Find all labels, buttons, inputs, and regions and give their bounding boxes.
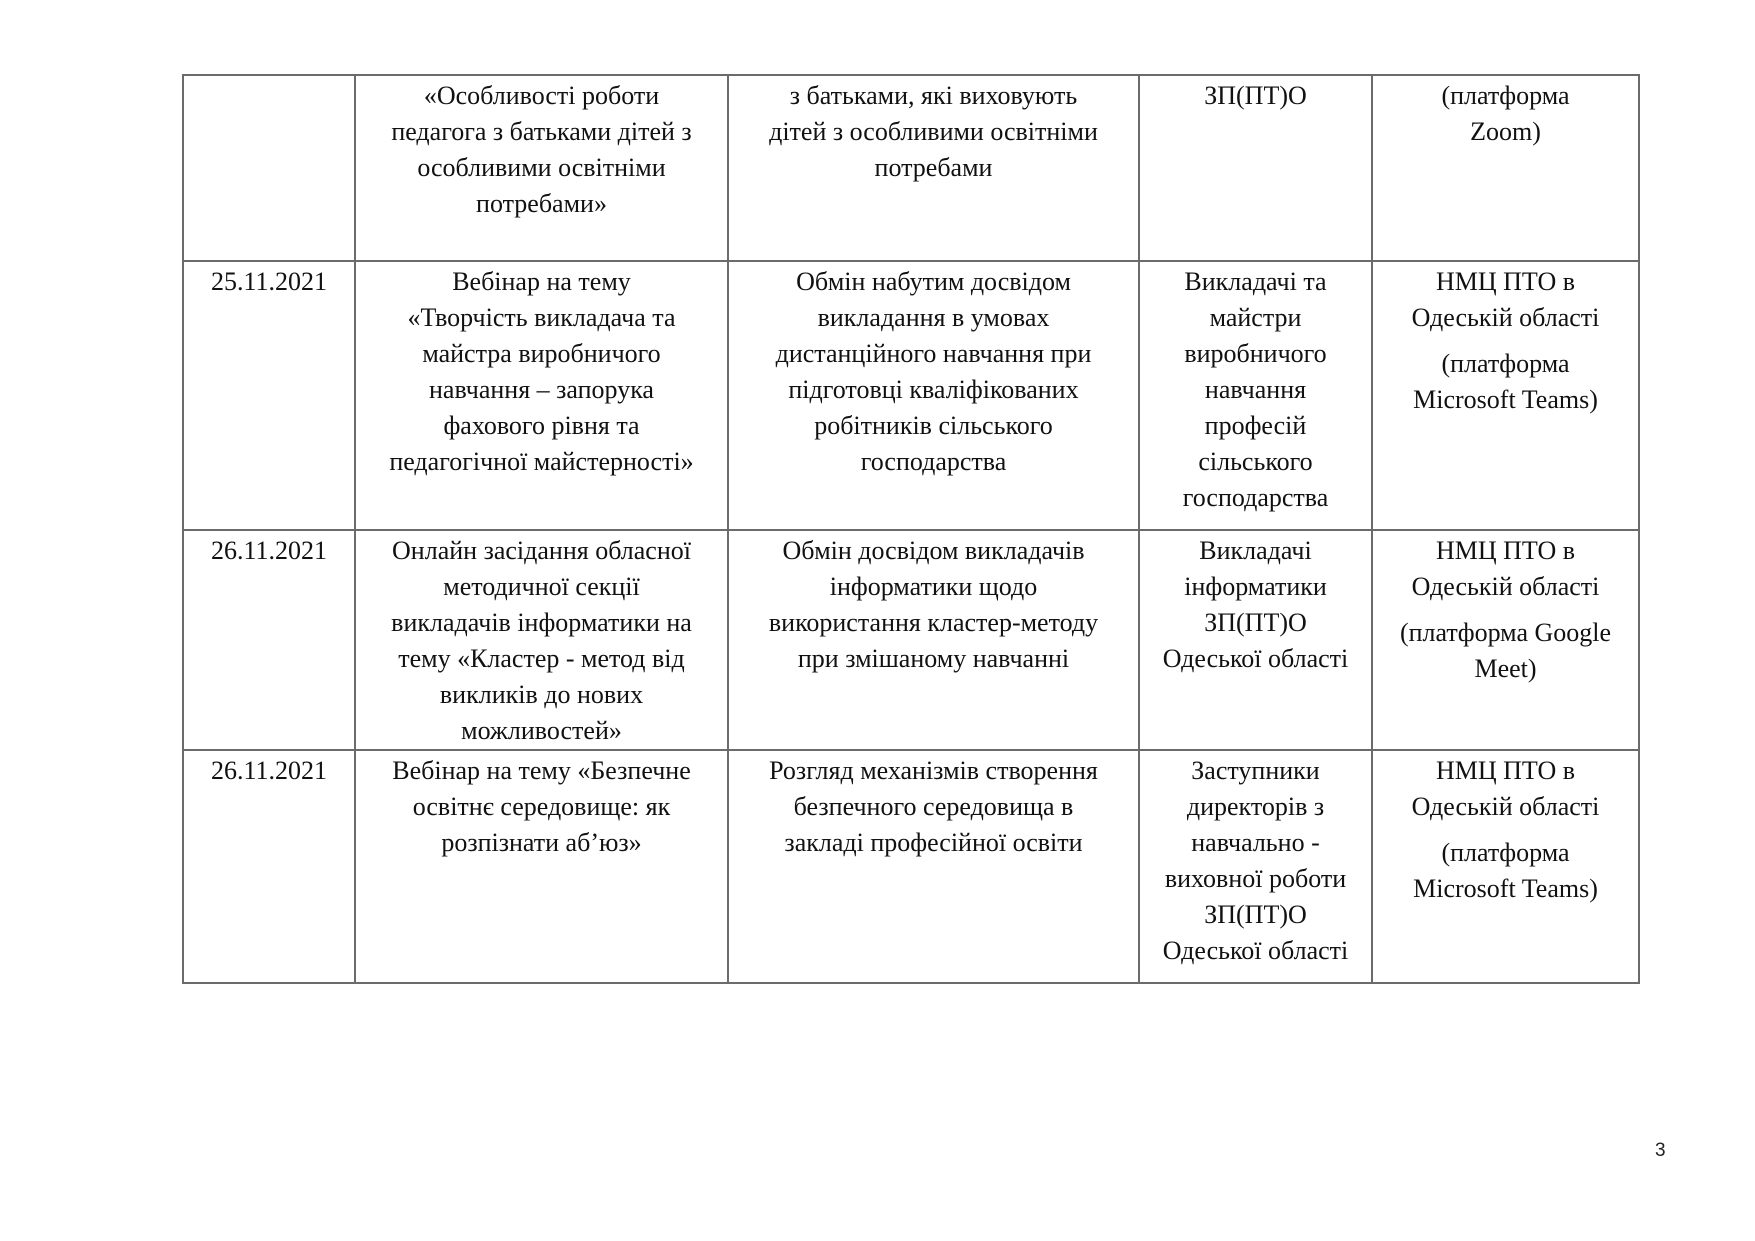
cell-text-line: особливими освітніми <box>417 153 666 182</box>
purpose-cell <box>728 261 1139 530</box>
table-row <box>183 75 1639 261</box>
cell-text-line: Microsoft Teams) <box>1413 874 1598 903</box>
cell-text-line: інформатики <box>1184 572 1327 601</box>
cell-text-line: Обмін набутим досвідом <box>796 267 1071 296</box>
cell-text-line: виробничого <box>1184 339 1327 368</box>
cell-text-line: професій <box>1204 411 1307 440</box>
cell-paragraph <box>1379 835 1632 907</box>
cell-text-line: НМЦ ПТО в <box>1435 756 1576 785</box>
purpose-cell <box>728 750 1139 983</box>
cell-paragraph <box>1379 753 1632 825</box>
organizer-cell <box>1372 530 1639 750</box>
cell-paragraph <box>1379 615 1632 687</box>
cell-text-line: Онлайн засідання обласної <box>392 536 691 565</box>
cell-text-line: майстри <box>1209 303 1302 332</box>
cell-text-line: фахового рівня та <box>443 411 640 440</box>
cell-text-line: тему «Кластер - метод від <box>398 644 685 673</box>
cell-text-line: (платформа <box>1441 838 1570 867</box>
events-table <box>182 74 1640 984</box>
cell-text-line: Викладачі та <box>1184 267 1327 296</box>
cell-text-line: навчально - <box>1191 828 1320 857</box>
cell-text-line: Викладачі <box>1199 536 1312 565</box>
cell-text-line: (платформа <box>1441 81 1570 110</box>
cell-text-line: розпізнати аб’юз» <box>441 828 642 857</box>
events-table-body <box>183 75 1639 983</box>
cell-text-line: (платформа Google <box>1399 618 1612 647</box>
cell-text-line: навчання <box>1204 375 1307 404</box>
cell-text-line: Розгляд механізмів створення <box>769 756 1098 785</box>
cell-text-line: майстра виробничого <box>422 339 661 368</box>
cell-text-line: робітників сільського <box>814 411 1053 440</box>
cell-text-line: «Особливості роботи <box>423 81 660 110</box>
cell-text-line: використання кластер-методу <box>768 608 1099 637</box>
table-row <box>183 750 1639 983</box>
cell-text-line: Одеської області <box>1162 644 1349 673</box>
cell-text-line: ЗП(ПТ)О <box>1204 81 1307 110</box>
cell-text-line: викладачів інформатики на <box>391 608 692 637</box>
cell-text-line: «Творчість викладача та <box>407 303 676 332</box>
event-cell <box>355 261 728 530</box>
cell-text-line: педагога з батьками дітей з <box>391 117 692 146</box>
cell-text-line: Обмін досвідом викладачів <box>782 536 1085 565</box>
cell-text-line: директорів з <box>1186 792 1325 821</box>
cell-text-line: ЗП(ПТ)О <box>1204 608 1307 637</box>
cell-text-line: ЗП(ПТ)О <box>1204 900 1307 929</box>
organizer-cell <box>1372 261 1639 530</box>
date-text: 26.11.2021 <box>210 756 328 785</box>
purpose-cell <box>728 530 1139 750</box>
cell-text-line: господарства <box>860 447 1007 476</box>
cell-text-line: Заступники <box>1191 756 1320 785</box>
cell-text-line: НМЦ ПТО в <box>1435 536 1576 565</box>
organizer-cell <box>1372 75 1639 261</box>
participants-cell <box>1139 530 1372 750</box>
table-row <box>183 530 1639 750</box>
cell-text-line: педагогічної майстерності» <box>389 447 694 476</box>
date-cell <box>183 75 355 261</box>
date-text: 25.11.2021 <box>210 267 328 296</box>
participants-cell <box>1139 261 1372 530</box>
date-cell <box>183 530 355 750</box>
cell-text-line: навчання – запорука <box>429 375 654 404</box>
purpose-cell <box>728 75 1139 261</box>
cell-text-line: Одеської області <box>1162 936 1349 965</box>
date-cell <box>183 750 355 983</box>
cell-text-line: Одеській області <box>1411 572 1600 601</box>
cell-text-line: безпечного середовища в <box>793 792 1074 821</box>
cell-paragraph <box>1379 78 1632 150</box>
cell-text-line: (платформа <box>1441 349 1570 378</box>
cell-text-line: дітей з особливими освітніми <box>769 117 1098 146</box>
cell-text-line: Zoom) <box>1470 117 1541 146</box>
cell-text-line: викладання в умовах <box>817 303 1050 332</box>
participants-cell <box>1139 75 1372 261</box>
cell-text-line: Вебінар на тему <box>452 267 631 296</box>
cell-text-line: Meet) <box>1474 654 1537 683</box>
cell-text-line: сільського <box>1198 447 1313 476</box>
cell-text-line: потребами <box>874 153 993 182</box>
participants-cell <box>1139 750 1372 983</box>
cell-text-line: НМЦ ПТО в <box>1435 267 1576 296</box>
event-cell <box>355 530 728 750</box>
cell-text-line: Одеській області <box>1411 303 1600 332</box>
event-cell <box>355 750 728 983</box>
cell-text-line: при змішаному навчанні <box>797 644 1070 673</box>
cell-text-line: з батьками, які виховують <box>789 81 1078 110</box>
cell-text-line: освітнє середовище: як <box>412 792 671 821</box>
cell-text-line: потребами» <box>476 189 607 218</box>
cell-text-line: методичної секції <box>443 572 640 601</box>
event-cell <box>355 75 728 261</box>
cell-text-line: підготовці кваліфікованих <box>788 375 1079 404</box>
cell-text-line: Вебінар на тему «Безпечне <box>392 756 691 785</box>
cell-text-line: дистанційного навчання при <box>775 339 1092 368</box>
cell-paragraph <box>1379 533 1632 605</box>
cell-text-line: можливостей» <box>461 716 622 745</box>
date-cell <box>183 261 355 530</box>
cell-text-line: виховної роботи <box>1164 864 1347 893</box>
cell-text-line: інформатики щодо <box>829 572 1038 601</box>
table-row <box>183 261 1639 530</box>
page-number: 3 <box>1655 1140 1666 1161</box>
cell-paragraph <box>1379 264 1632 336</box>
date-text: 26.11.2021 <box>210 536 328 565</box>
cell-text-line: Одеській області <box>1411 792 1600 821</box>
cell-text-line: Microsoft Teams) <box>1413 385 1598 414</box>
cell-text-line: закладі професійної освіти <box>784 828 1083 857</box>
organizer-cell <box>1372 750 1639 983</box>
cell-text-line: викликів до нових <box>439 680 644 709</box>
cell-text-line: господарства <box>1182 483 1329 512</box>
cell-paragraph <box>1379 346 1632 418</box>
